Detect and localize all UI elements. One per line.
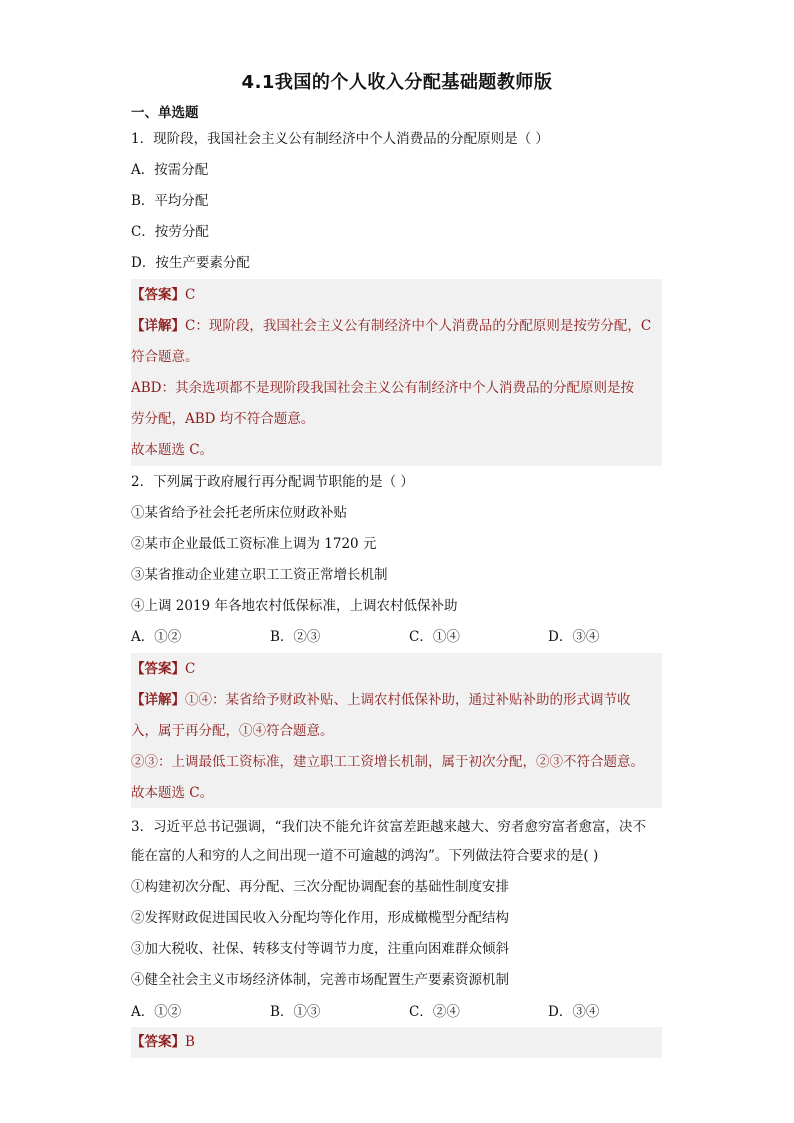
q3-item-4: ④健全社会主义市场经济体制，完善市场配置生产要素资源机制: [131, 972, 509, 988]
q3-stem-line-2: 能在富的人和穷的人之间出现一道不可逾越的鸿沟”。下列做法符合要求的是( ): [131, 848, 599, 864]
q3-option-d: D．③④: [548, 1004, 600, 1020]
q1-answer: [131, 285, 195, 305]
q2-option-d: D．③④: [548, 629, 600, 645]
q3-answer-label: 【答案】: [131, 1034, 185, 1050]
q2-option-b: B．②③: [270, 629, 321, 645]
q1-option-c: C．按劳分配: [131, 224, 209, 240]
q3-item-1: ①构建初次分配、再分配、三次分配协调配套的基础性制度安排: [131, 879, 509, 895]
q3-answer-box: [131, 1027, 662, 1058]
q2-detail-line-2: 入，属于再分配，①④符合题意。: [131, 723, 334, 739]
q2-answer: [131, 659, 195, 679]
q1-stem: 1．现阶段，我国社会主义公有制经济中个人消费品的分配原则是（ ）: [131, 131, 549, 147]
q1-answer-box: [131, 279, 662, 466]
q3-option-b: B．①③: [270, 1004, 321, 1020]
q2-stem: 2．下列属于政府履行再分配调节职能的是（ ）: [131, 474, 414, 490]
q1-detail-label: 【详解】: [131, 318, 185, 334]
q2-answer-value: C: [185, 661, 196, 677]
q3-answer-value: B: [185, 1034, 195, 1050]
q2-detail-line-1: 【详解】①④：某省给予财政补贴、上调农村低保补助，通过补贴补助的形式调节收: [131, 692, 631, 708]
q2-detail-line-4: 故本题选 C。: [131, 785, 214, 801]
q3-answer: [131, 1032, 195, 1052]
q2-item-4: ④上调 2019 年各地农村低保标准，上调农村低保补助: [131, 598, 458, 614]
q3-item-3: ③加大税收、社保、转移支付等调节力度，注重向困难群众倾斜: [131, 941, 509, 957]
q2-item-3: ③某省推动企业建立职工工资正常增长机制: [131, 567, 388, 583]
q3-option-a: A．①②: [131, 1004, 182, 1020]
q1-answer-label: 【答案】: [131, 287, 185, 303]
q2-option-a: A．①②: [131, 629, 182, 645]
q1-option-b: B．平均分配: [131, 193, 209, 209]
q3-stem-line-1: 3．习近平总书记强调，“我们决不能允许贫富差距越来越大、穷者愈穷富者愈富，决不: [131, 819, 646, 835]
q3-option-c: C．②④: [409, 1004, 460, 1020]
q2-detail-label: 【详解】: [131, 692, 185, 708]
section-heading: 一、单选题: [131, 105, 199, 121]
q2-detail-line-3: ②③：上调最低工资标准，建立职工工资增长机制，属于初次分配，②③不符合题意。: [131, 754, 644, 770]
q1-detail-line-3: ABD：其余选项都不是现阶段我国社会主义公有制经济中个人消费品的分配原则是按: [131, 380, 634, 396]
q1-detail-line-1: 【详解】C：现阶段，我国社会主义公有制经济中个人消费品的分配原则是按劳分配，C: [131, 318, 652, 334]
q1-detail-line-2: 符合题意。: [131, 349, 199, 365]
q2-item-1: ①某省给予社会托老所床位财政补贴: [131, 505, 347, 521]
q2-answer-label: 【答案】: [131, 661, 185, 677]
q1-option-d: D．按生产要素分配: [131, 255, 250, 271]
q1-detail-line-5: 故本题选 C。: [131, 442, 214, 458]
q3-item-2: ②发挥财政促进国民收入分配均等化作用，形成橄榄型分配结构: [131, 910, 509, 926]
q2-item-2: ②某市企业最低工资标准上调为 1720 元: [131, 536, 377, 552]
q1-detail-line-4: 劳分配，ABD 均不符合题意。: [131, 411, 315, 427]
q1-answer-value: C: [185, 287, 196, 303]
page-title: 4.1我国的个人收入分配基础题教师版: [241, 72, 553, 93]
q2-option-c: C．①④: [409, 629, 460, 645]
q1-option-a: A．按需分配: [131, 162, 209, 178]
